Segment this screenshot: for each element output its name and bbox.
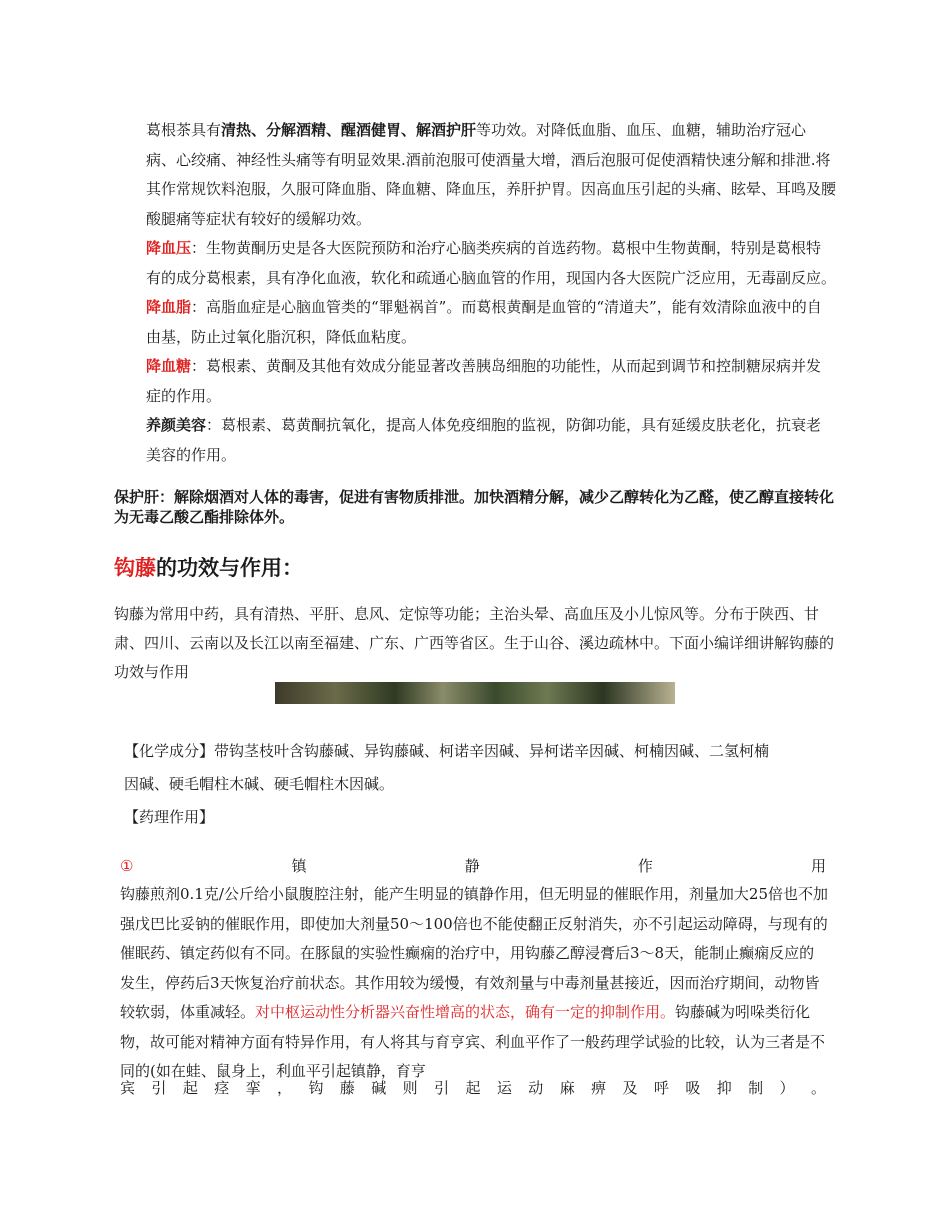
last-line-char: 呼 (653, 1079, 669, 1097)
last-line-char: 动 (528, 1079, 544, 1097)
last-line-char: 运 (496, 1079, 512, 1097)
pharmacology-label: 【药理作用】 (124, 808, 215, 826)
gouteng-intro-paragraph: 钩藤为常用中药，具有清热、平肝、息风、定惊等功能；主治头晕、高血压及小儿惊风等。分布于陕西、甘肃、四川、云南以及长江以南至福建、广东、广西等省区。生于山谷、溪边疏林中。下面小编详细讲解钩藤的功效与作用 (114, 605, 835, 681)
gegen-intro-text-2: 等功效。对降低血脂、血压、血糖，辅助治疗冠心病、心绞痛、神经性头痛等有明显效果.酒前泡服可使酒量大增，酒后泡服可促使酒精快速分解和排泄.将其作常规饮料泡服，久服可降血脂、降血糖、降血压，养肝护胃。因高血压引起的头痛、眩晕、耳鸣及腰酸腿痛等症状有较好的缓解功效。 (146, 121, 837, 228)
beauty-label: 养颜美容 (146, 416, 207, 434)
last-line-char: 。 (810, 1079, 826, 1097)
beauty-paragraph (146, 411, 836, 470)
last-line-char: 及 (622, 1079, 638, 1097)
last-line-char: 制 (748, 1079, 764, 1097)
sedation-heading-char: 作 (637, 857, 653, 875)
pharmacology-text-2: 钩藤碱为吲哚类衍化物，故可能对精神方面有特异作用，有人将其与育亨宾、利血平作了一般药理学试验的比较，认为三者是不同的(如在蛙、鼠身上，利血平引起镇静，育亨 (120, 1003, 826, 1080)
last-line-char: 起 (465, 1079, 481, 1097)
sedation-heading-char: 镇 (291, 857, 307, 875)
last-line-char: ， (277, 1079, 293, 1097)
last-line-char: 起 (182, 1079, 198, 1097)
chemical-composition-line-2: 因碱、硬毛帽柱木碱、硬毛帽柱木因碱。 (124, 775, 395, 793)
last-line-char: ） (779, 1079, 795, 1097)
last-line-char: 则 (402, 1079, 418, 1097)
blood-lipid-paragraph (146, 293, 836, 352)
pharmacology-paragraph (120, 880, 828, 1087)
blood-sugar-paragraph (146, 352, 836, 411)
gegen-section (146, 116, 836, 470)
sedation-heading-char: 静 (464, 857, 480, 875)
sedation-heading-char: ① (120, 857, 134, 875)
section-title-rest: 的功效与作用： (156, 556, 303, 580)
gegen-intro-text: 葛根茶具有 (146, 121, 222, 139)
beauty-text: ：葛根素、葛黄酮抗氧化，提高人体免疫细胞的监视，防御功能，具有延缓皮肤老化，抗衰老美容的作用。 (146, 416, 822, 464)
last-line-char: 抑 (716, 1079, 732, 1097)
protect-liver-paragraph: 保护肝：解除烟酒对人体的毒害，促进有害物质排泄。加快酒精分解，减少乙醇转化为乙醛，使乙醇直接转化为无毒乙酸乙酯排除体外。 (114, 488, 835, 526)
sedation-heading (120, 852, 826, 880)
gegen-intro (146, 116, 836, 234)
last-line-char: 吸 (685, 1079, 701, 1097)
section-title (114, 552, 303, 582)
last-line-char: 藤 (339, 1079, 355, 1097)
gouteng-plant-image (275, 682, 675, 704)
last-line-char: 麻 (559, 1079, 575, 1097)
pharmacology-last-line (120, 1074, 826, 1103)
blood-sugar-text: ：葛根素、黄酮及其他有效成分能显著改善胰岛细胞的功能性，从而起到调节和控制糖尿病并发症的作用。 (146, 357, 822, 405)
blood-lipid-label: 降血脂 (146, 298, 192, 316)
blood-pressure-paragraph (146, 234, 836, 293)
last-line-char: 引 (151, 1079, 167, 1097)
blood-pressure-label: 降血压 (146, 239, 192, 257)
last-line-char: 痉 (214, 1079, 230, 1097)
last-line-char: 碱 (371, 1079, 387, 1097)
sedation-heading-char: 用 (810, 857, 826, 875)
last-line-char: 钩 (308, 1079, 324, 1097)
blood-sugar-label: 降血糖 (146, 357, 192, 375)
last-line-char: 挛 (245, 1079, 261, 1097)
last-line-char: 宾 (120, 1079, 136, 1097)
pharmacology-highlight: 对中枢运动性分析器兴奋性增高的状态，确有一定的抑制作用。 (255, 1003, 676, 1021)
last-line-char: 引 (434, 1079, 450, 1097)
section-title-highlight: 钩藤 (114, 556, 156, 580)
last-line-char: 痹 (591, 1079, 607, 1097)
gegen-intro-bold: 清热、分解酒精、醒酒健胃、解酒护肝 (221, 121, 477, 139)
blood-lipid-text: ：高脂血症是心脑血管类的“罪魁祸首”。而葛根黄酮是血管的“清道夫”，能有效清除血液中的自由基，防止过氧化脂沉积，降低血粘度。 (146, 298, 822, 346)
chemical-composition-line-1: 【化学成分】带钩茎枝叶含钩藤碱、异钩藤碱、柯诺辛因碱、异柯诺辛因碱、柯楠因碱、二氢柯楠 (124, 742, 770, 760)
chemical-composition-paragraph (124, 735, 836, 801)
pharmacology-text: 钩藤煎剂0.1克/公斤给小鼠腹腔注射，能产生明显的镇静作用，但无明显的催眠作用，剂量加大25倍也不加强戊巴比妥钠的催眠作用，即使加大剂量50～100倍也不能使翻正反射消失，亦不引起运动障碍，与现有的催眠药、镇定药似有不同。在豚鼠的实验性癫痫的治疗中，用钩藤乙醇浸膏后3～8天，能制止癫痫反应的发生，停药后3天恢复治疗前状态。其作用较为缓慢，有效剂量与中毒剂量甚接近，因而治疗期间，动物皆较软弱，体重减轻。 (120, 885, 829, 1021)
blood-pressure-text: ：生物黄酮历史是各大医院预防和治疗心脑类疾病的首选药物。葛根中生物黄酮，特别是葛根特有的成分葛根素，具有净化血液，软化和疏通心脑血管的作用，现国内各大医院广泛应用，无毒副反应。 (146, 239, 837, 287)
